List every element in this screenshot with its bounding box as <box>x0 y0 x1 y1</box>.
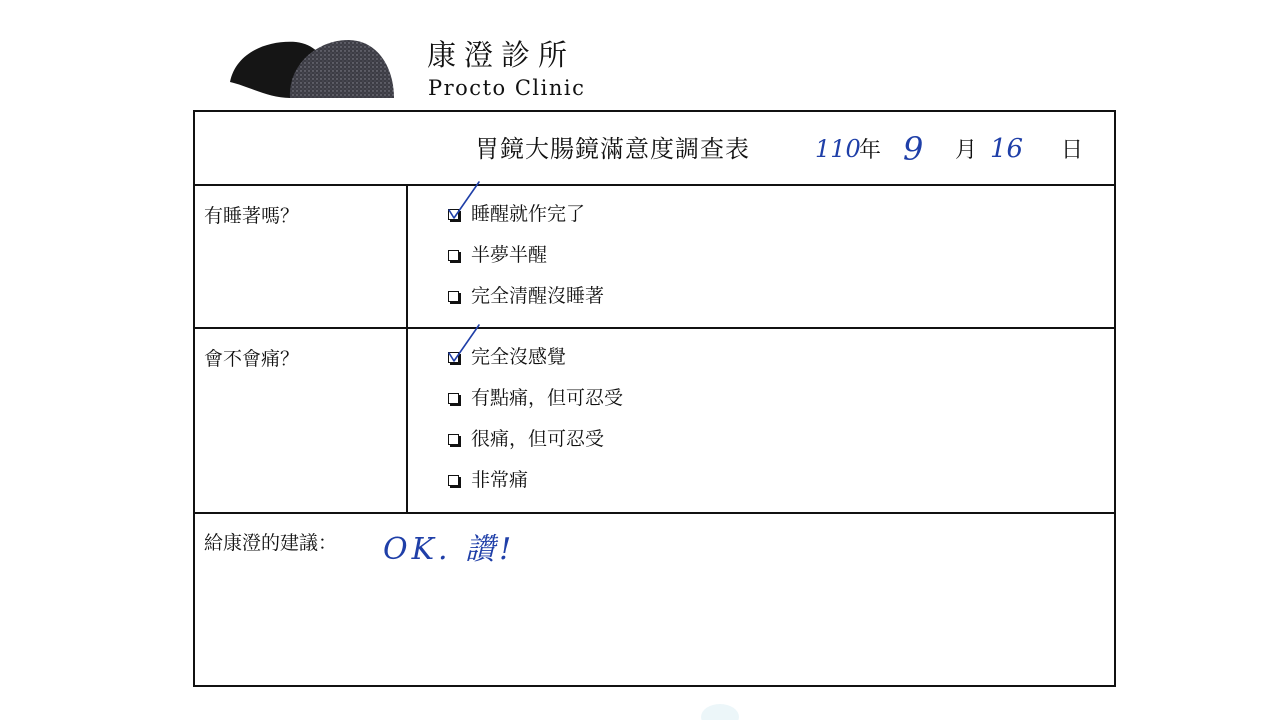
checkbox-checked-icon[interactable] <box>448 209 459 220</box>
checkbox-icon[interactable] <box>448 393 459 404</box>
scan-speck <box>701 704 739 720</box>
option-label: 完全清醒沒睡著 <box>471 285 605 307</box>
option-pain-3[interactable] <box>448 426 604 452</box>
date-day-label: 日 <box>1061 138 1084 163</box>
suggestion-row <box>195 514 1114 685</box>
option-sleep-2[interactable] <box>448 242 547 268</box>
checkbox-icon[interactable] <box>448 291 459 302</box>
option-label: 非常痛 <box>471 469 529 491</box>
question-row-pain <box>195 329 1114 514</box>
option-pain-2[interactable] <box>448 385 623 411</box>
question-label-sleep: 有睡著嗎？ <box>204 205 300 227</box>
date-day-value: 16 <box>990 134 1024 164</box>
option-sleep-1[interactable] <box>448 201 585 227</box>
suggestion-answer[interactable]: OK. 讚! <box>383 532 516 567</box>
survey-form <box>193 110 1116 687</box>
checkmark-icon <box>445 178 485 222</box>
checkbox-checked-icon[interactable] <box>448 352 459 363</box>
option-label: 完全沒感覺 <box>471 346 567 368</box>
form-title: 胃鏡大腸鏡滿意度調查表 <box>475 135 750 163</box>
option-label: 有點痛，但可忍受 <box>471 387 624 409</box>
question-row-sleep <box>195 186 1114 329</box>
question-label-pain: 會不會痛？ <box>204 348 300 370</box>
form-title-row <box>195 112 1114 186</box>
checkmark-icon <box>445 321 485 365</box>
clinic-name-chinese: 康澄診所 <box>427 38 576 72</box>
suggestion-label: 給康澄的建議： <box>204 532 338 554</box>
option-pain-1[interactable] <box>448 344 566 370</box>
checkbox-icon[interactable] <box>448 434 459 445</box>
option-label: 睡醒就作完了 <box>471 203 586 225</box>
date-year-label: 年 <box>859 138 882 163</box>
clinic-name-english: Procto Clinic <box>428 76 586 100</box>
option-pain-4[interactable] <box>448 467 528 493</box>
checkbox-icon[interactable] <box>448 475 459 486</box>
checkbox-icon[interactable] <box>448 250 459 261</box>
option-sleep-3[interactable] <box>448 283 604 309</box>
option-label: 半夢半醒 <box>471 244 548 266</box>
option-label: 很痛，但可忍受 <box>471 428 605 450</box>
clinic-logo <box>228 38 396 108</box>
date-month-label: 月 <box>955 138 978 163</box>
date-year-value: 110 <box>815 135 861 163</box>
date-month-value: 9 <box>903 130 924 168</box>
